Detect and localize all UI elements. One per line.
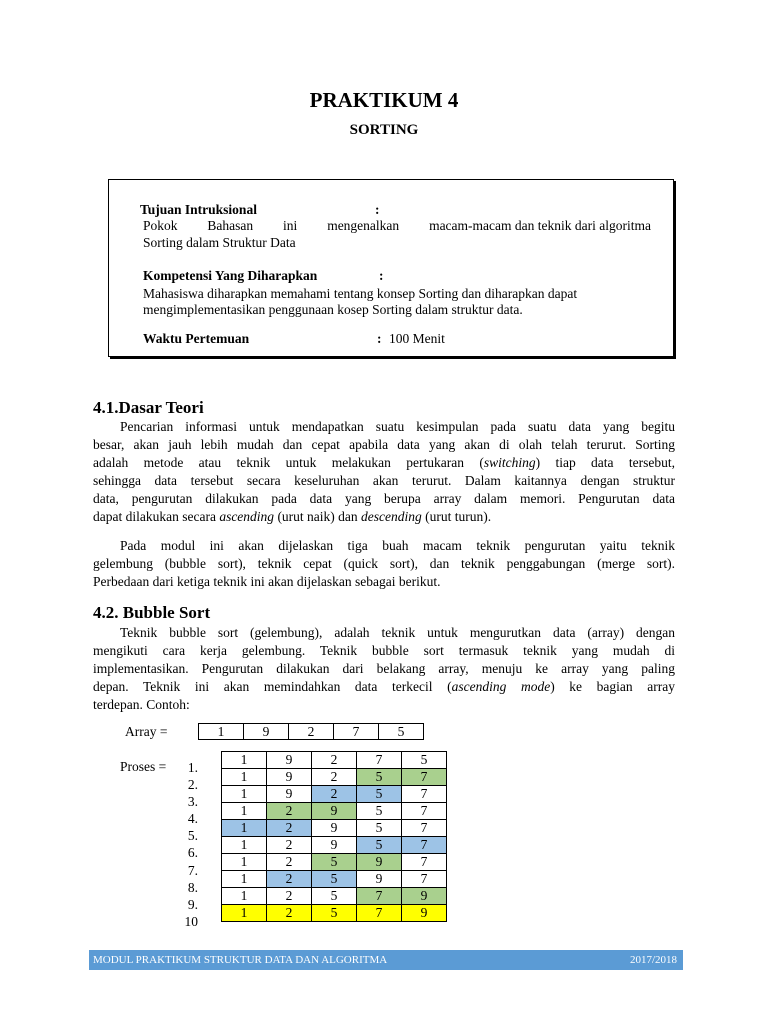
text-line — [93, 678, 675, 696]
step-cell: 1 — [222, 837, 267, 854]
footer-bar — [89, 950, 683, 970]
tujuan-text-1 — [143, 218, 651, 234]
step-number: 3. — [187, 794, 198, 810]
text-line: terdepan. Contoh: — [93, 697, 190, 712]
step-cell: 1 — [222, 905, 267, 922]
step-cell: 5 — [357, 769, 402, 786]
kompetensi-text-1: Mahasiswa diharapkan memahami tentang konsep Sorting dan diharapkan dapat — [143, 286, 578, 301]
step-cell: 2 — [267, 820, 312, 837]
step-cell: 9 — [267, 769, 312, 786]
step-cell: 5 — [312, 854, 357, 871]
step-row — [222, 871, 447, 888]
paragraph-dasar-teori-1 — [93, 418, 675, 526]
step-cell: 7 — [402, 854, 447, 871]
step-cell: 7 — [402, 786, 447, 803]
emphasis: ascending — [219, 509, 275, 524]
objectives-box — [108, 179, 674, 357]
step-cell: 5 — [312, 888, 357, 905]
tujuan-colon: : — [375, 202, 380, 217]
tujuan-word: mengenalkan — [327, 218, 400, 233]
tujuan-text-2: Sorting dalam Struktur Data — [143, 235, 296, 250]
array-cell: 7 — [334, 724, 379, 740]
text-line — [93, 508, 675, 526]
text-line: Perbedaan dari ketiga teknik ini akan dijelaskan sebagai berikut. — [93, 574, 441, 589]
step-cell: 9 — [402, 905, 447, 922]
step-row — [222, 820, 447, 837]
array-label: Array = — [125, 724, 168, 739]
step-row — [222, 752, 447, 769]
step-cell: 1 — [222, 752, 267, 769]
step-cell: 7 — [402, 820, 447, 837]
text-line: Pada modul ini akan dijelaskan tiga buah macam teknik pengurutan yaitu teknik — [120, 538, 675, 553]
step-row — [222, 803, 447, 820]
kompetensi-label: Kompetensi Yang Diharapkan — [143, 268, 318, 283]
text-line: data, pengurutan dilakukan pada data yang berupa array dalam memori. Pengurutan data — [93, 491, 675, 506]
step-number: 7. — [187, 862, 198, 878]
step-cell: 1 — [222, 888, 267, 905]
text-line: gelembung (bubble sort), teknik cepat (quick sort), dan teknik penggabungan (merge sort). — [93, 556, 675, 571]
step-cell: 9 — [267, 786, 312, 803]
step-cell: 2 — [267, 905, 312, 922]
text-line — [93, 454, 675, 472]
tujuan-label: Tujuan Intruksional — [140, 202, 257, 217]
text-line: sehingga data tersebut secara keseluruhan akan terurut. Dalam kaitannya dengan struktur — [93, 473, 675, 488]
text-line: Teknik bubble sort (gelembung), adalah teknik untuk mengurutkan data (array) dengan — [120, 625, 675, 640]
text-segment: depan. Teknik ini akan memindahkan data terkecil ( — [93, 679, 452, 694]
step-row — [222, 888, 447, 905]
step-cell: 9 — [402, 888, 447, 905]
text-segment: ) ke bagian array — [550, 679, 675, 694]
step-number: 2. — [187, 777, 198, 793]
array-table — [198, 723, 424, 740]
step-row — [222, 905, 447, 922]
step-cell: 7 — [402, 803, 447, 820]
tujuan-word: Pokok — [143, 218, 178, 233]
step-cell: 9 — [357, 854, 402, 871]
step-cell: 1 — [222, 786, 267, 803]
step-cell: 5 — [357, 786, 402, 803]
page-subtitle: SORTING — [349, 122, 419, 138]
section-heading-bubble-sort: 4.2. Bubble Sort — [93, 603, 211, 622]
step-cell: 5 — [357, 803, 402, 820]
text-line: mengikuti cara kerja gelembung. Teknik bubble sort termasuk teknik yang mudah di — [93, 643, 675, 658]
step-cell: 2 — [267, 854, 312, 871]
step-number: 6. — [187, 845, 198, 861]
text-line: implementasikan. Pengurutan dilakukan dari belakang array, menuju ke array yang paling — [93, 661, 675, 676]
step-cell: 5 — [312, 871, 357, 888]
kompetensi-colon: : — [379, 268, 384, 283]
step-row — [222, 837, 447, 854]
step-cell: 2 — [267, 803, 312, 820]
waktu-label: Waktu Pertemuan — [143, 331, 250, 346]
step-cell: 7 — [402, 871, 447, 888]
text-segment: adalah metode atau teknik untuk melakukan pertukaran ( — [93, 455, 484, 470]
text-line: besar, akan jauh lebih mudah dan cepat apabila data yang akan di olah telah terurut. Sorting — [93, 437, 675, 452]
tujuan-word: ini — [283, 218, 298, 233]
step-cell: 1 — [222, 820, 267, 837]
text-segment: ) tiap data tersebut, — [535, 455, 675, 470]
footer-year: 2017/2018 — [629, 954, 677, 966]
step-cell: 1 — [222, 769, 267, 786]
step-numbers — [168, 759, 198, 930]
step-row — [222, 786, 447, 803]
array-cell: 9 — [244, 724, 289, 740]
step-number: 4. — [187, 811, 198, 827]
text-segment: (urut naik) dan — [274, 509, 362, 524]
step-cell: 9 — [312, 837, 357, 854]
paragraph-bubble-sort — [93, 624, 675, 714]
footer-title: MODUL PRAKTIKUM STRUKTUR DATA DAN ALGORITMA — [93, 954, 388, 966]
step-cell: 5 — [312, 905, 357, 922]
waktu-colon: : — [377, 331, 382, 346]
page-title: PRAKTIKUM 4 — [309, 88, 459, 112]
step-cell: 9 — [267, 752, 312, 769]
section-heading-dasar-teori: 4.1.Dasar Teori — [93, 398, 204, 417]
emphasis: switching — [483, 455, 536, 470]
step-number: 8. — [187, 879, 198, 895]
step-cell: 9 — [357, 871, 402, 888]
step-cell: 9 — [312, 820, 357, 837]
step-cell: 2 — [267, 888, 312, 905]
text-line: Pencarian informasi untuk mendapatkan suatu kesimpulan pada suatu data yang begitu — [120, 419, 675, 434]
step-number: 1. — [187, 760, 198, 775]
step-cell: 1 — [222, 854, 267, 871]
step-cell: 7 — [402, 837, 447, 854]
array-cell: 2 — [289, 724, 334, 740]
step-cell: 1 — [222, 803, 267, 820]
paragraph-dasar-teori-2 — [93, 537, 675, 591]
waktu-value: 100 Menit — [389, 331, 445, 346]
step-cell: 2 — [312, 769, 357, 786]
tujuan-word: macam-macam dan teknik dari algoritma — [429, 218, 651, 233]
step-number: 10 — [184, 913, 198, 929]
step-row — [222, 769, 447, 786]
step-cell: 2 — [267, 871, 312, 888]
bubble-sort-steps-table — [221, 751, 447, 922]
step-cell: 2 — [312, 752, 357, 769]
step-cell: 9 — [312, 803, 357, 820]
step-cell: 1 — [222, 871, 267, 888]
text-segment: dapat dilakukan secara — [93, 509, 220, 524]
step-row — [222, 854, 447, 871]
step-cell: 7 — [357, 905, 402, 922]
step-cell: 7 — [357, 752, 402, 769]
step-cell: 2 — [267, 837, 312, 854]
step-cell: 2 — [312, 786, 357, 803]
emphasis: ascending mode — [451, 679, 551, 694]
array-cell: 1 — [199, 724, 244, 740]
step-cell: 7 — [357, 888, 402, 905]
step-number: 9. — [187, 896, 198, 912]
step-cell: 5 — [357, 837, 402, 854]
step-cell: 5 — [357, 820, 402, 837]
kompetensi-text-2: mengimplementasikan penggunaan kosep Sorting dalam struktur data. — [143, 302, 523, 317]
step-cell: 7 — [402, 769, 447, 786]
array-row — [199, 724, 424, 740]
emphasis: descending — [361, 509, 422, 524]
text-segment: (urut turun). — [421, 509, 492, 524]
proses-label: Proses = — [120, 759, 167, 774]
tujuan-word: Bahasan — [207, 218, 254, 233]
step-number: 5. — [187, 828, 198, 844]
step-cell: 5 — [402, 752, 447, 769]
array-cell: 5 — [379, 724, 424, 740]
